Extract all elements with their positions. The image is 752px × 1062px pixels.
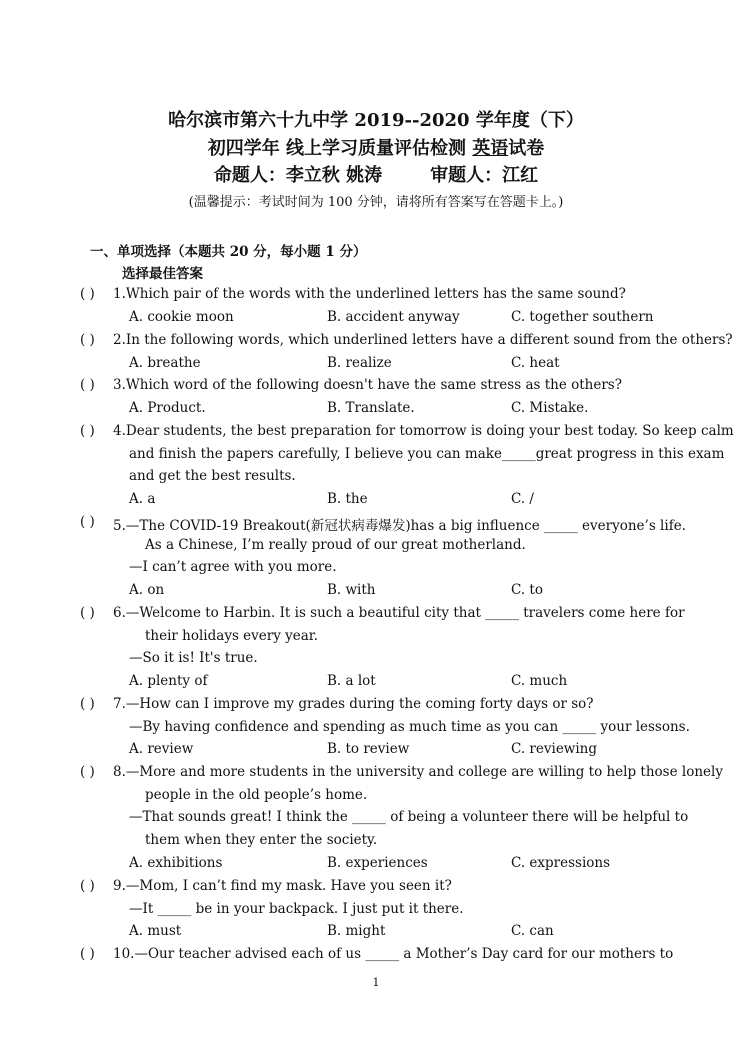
- reviewer-label: 审题人：江红: [430, 165, 539, 186]
- question-5-option-c: C. to: [511, 582, 543, 598]
- question-6-option-a: A. plenty of: [129, 673, 208, 689]
- question-2-option-a: A. breathe: [129, 355, 201, 371]
- question-8-stem-line-2: people in the old people’s home.: [145, 787, 368, 803]
- question-3-option-a: A. Product.: [129, 400, 206, 416]
- title-line-3: [0, 161, 752, 187]
- question-8-option-a: A. exhibitions: [129, 855, 223, 871]
- question-2-option-b: B. realize: [327, 355, 392, 371]
- question-7-option-b: B. to review: [327, 741, 410, 757]
- question-3-stem: 3.Which word of the following doesn't have the same stress as the others?: [113, 377, 622, 393]
- question-1-option-c: C. together southern: [511, 309, 654, 325]
- setter-label: 命题人：李立秋 姚涛: [213, 165, 383, 186]
- question-4-option-b: B. the: [327, 491, 368, 507]
- question-5-stem-line-2: As a Chinese, I’m really proud of our great motherland.: [145, 537, 526, 553]
- exam-hint: (温馨提示：考试时间为 100 分钟，请将所有答案写在答题卡上。): [188, 195, 564, 210]
- question-2-stem: 2.In the following words, which underlined letters have a different sound from the others?: [113, 332, 733, 348]
- section-title: 一、单项选择（本题共 20 分，每小题 1 分）: [90, 244, 367, 260]
- answer-blank-9: ( ): [80, 878, 95, 894]
- question-8-stem-line-4: them when they enter the society.: [145, 832, 378, 848]
- question-5-option-b: B. with: [327, 582, 376, 598]
- question-3-option-b: B. Translate.: [327, 400, 415, 416]
- question-7-option-a: A. review: [129, 741, 194, 757]
- page-number: 1: [372, 976, 380, 989]
- title-line-1: 哈尔滨市第六十九中学 2019--2020 学年度（下）: [168, 110, 584, 131]
- question-6-option-b: B. a lot: [327, 673, 376, 689]
- answer-blank-1: ( ): [80, 286, 95, 302]
- question-5-stem: 5.—The COVID-19 Breakout(新冠状病毒爆发)has a big influence _____ everyone’s life.: [113, 518, 686, 534]
- answer-blank-2: ( ): [80, 332, 95, 348]
- question-4-stem-line-2: and finish the papers carefully, I believe you can make_____great progress in this exam: [129, 446, 725, 462]
- question-10-stem: 10.—Our teacher advised each of us _____ a Mother’s Day card for our mothers to: [113, 946, 674, 962]
- question-4-option-c: C. /: [511, 491, 534, 507]
- question-4-option-a: A. a: [129, 491, 156, 507]
- answer-blank-4: ( ): [80, 423, 95, 439]
- answer-blank-3: ( ): [80, 377, 95, 393]
- title-paper: 试卷: [508, 138, 545, 159]
- question-4-stem: 4.Dear students, the best preparation for tomorrow is doing your best today. So keep calm: [113, 423, 734, 439]
- question-4-stem-line-3: and get the best results.: [129, 468, 296, 484]
- question-8-option-b: B. experiences: [327, 855, 428, 871]
- title-line-2-main: 初四学年 线上学习质量评估检测: [207, 138, 473, 159]
- question-1-stem: 1.Which pair of the words with the underlined letters has the same sound?: [113, 286, 626, 302]
- question-9-option-c: C. can: [511, 923, 554, 939]
- question-7-stem: 7.—How can I improve my grades during the coming forty days or so?: [113, 696, 594, 712]
- answer-blank-6: ( ): [80, 605, 95, 621]
- question-8-stem: 8.—More and more students in the university and college are willing to help those lonely: [113, 764, 723, 780]
- question-6-option-c: C. much: [511, 673, 568, 689]
- question-9-stem-line-2: —It _____ be in your backpack. I just put it there.: [129, 901, 464, 917]
- question-1-option-a: A. cookie moon: [129, 309, 234, 325]
- title-subject: 英语: [472, 138, 509, 159]
- answer-blank-8: ( ): [80, 764, 95, 780]
- question-7-stem-line-2: —By having confidence and spending as much time as you can _____ your lessons.: [129, 719, 690, 735]
- question-7-option-c: C. reviewing: [511, 741, 598, 757]
- question-3-option-c: C. Mistake.: [511, 400, 589, 416]
- question-1-option-b: B. accident anyway: [327, 309, 460, 325]
- section-subtitle: 选择最佳答案: [122, 266, 203, 282]
- question-8-option-c: C. expressions: [511, 855, 611, 871]
- question-9-stem: 9.—Mom, I can’t find my mask. Have you seen it?: [113, 878, 452, 894]
- question-9-option-a: A. must: [129, 923, 182, 939]
- answer-blank-7: ( ): [80, 696, 95, 712]
- answer-blank-5: ( ): [80, 514, 95, 530]
- question-9-option-b: B. might: [327, 923, 386, 939]
- question-5-stem-line-3: —I can’t agree with you more.: [129, 559, 337, 575]
- answer-blank-10: ( ): [80, 946, 95, 962]
- question-8-stem-line-3: —That sounds great! I think the _____ of being a volunteer there will be helpful to: [129, 809, 689, 825]
- question-6-stem-line-3: —So it is! It's true.: [129, 650, 258, 666]
- question-6-stem-line-2: their holidays every year.: [145, 628, 319, 644]
- title-line-2: [0, 134, 752, 160]
- question-6-stem: 6.—Welcome to Harbin. It is such a beautiful city that _____ travelers come here for: [113, 605, 685, 621]
- question-2-option-c: C. heat: [511, 355, 560, 371]
- question-5-option-a: A. on: [129, 582, 165, 598]
